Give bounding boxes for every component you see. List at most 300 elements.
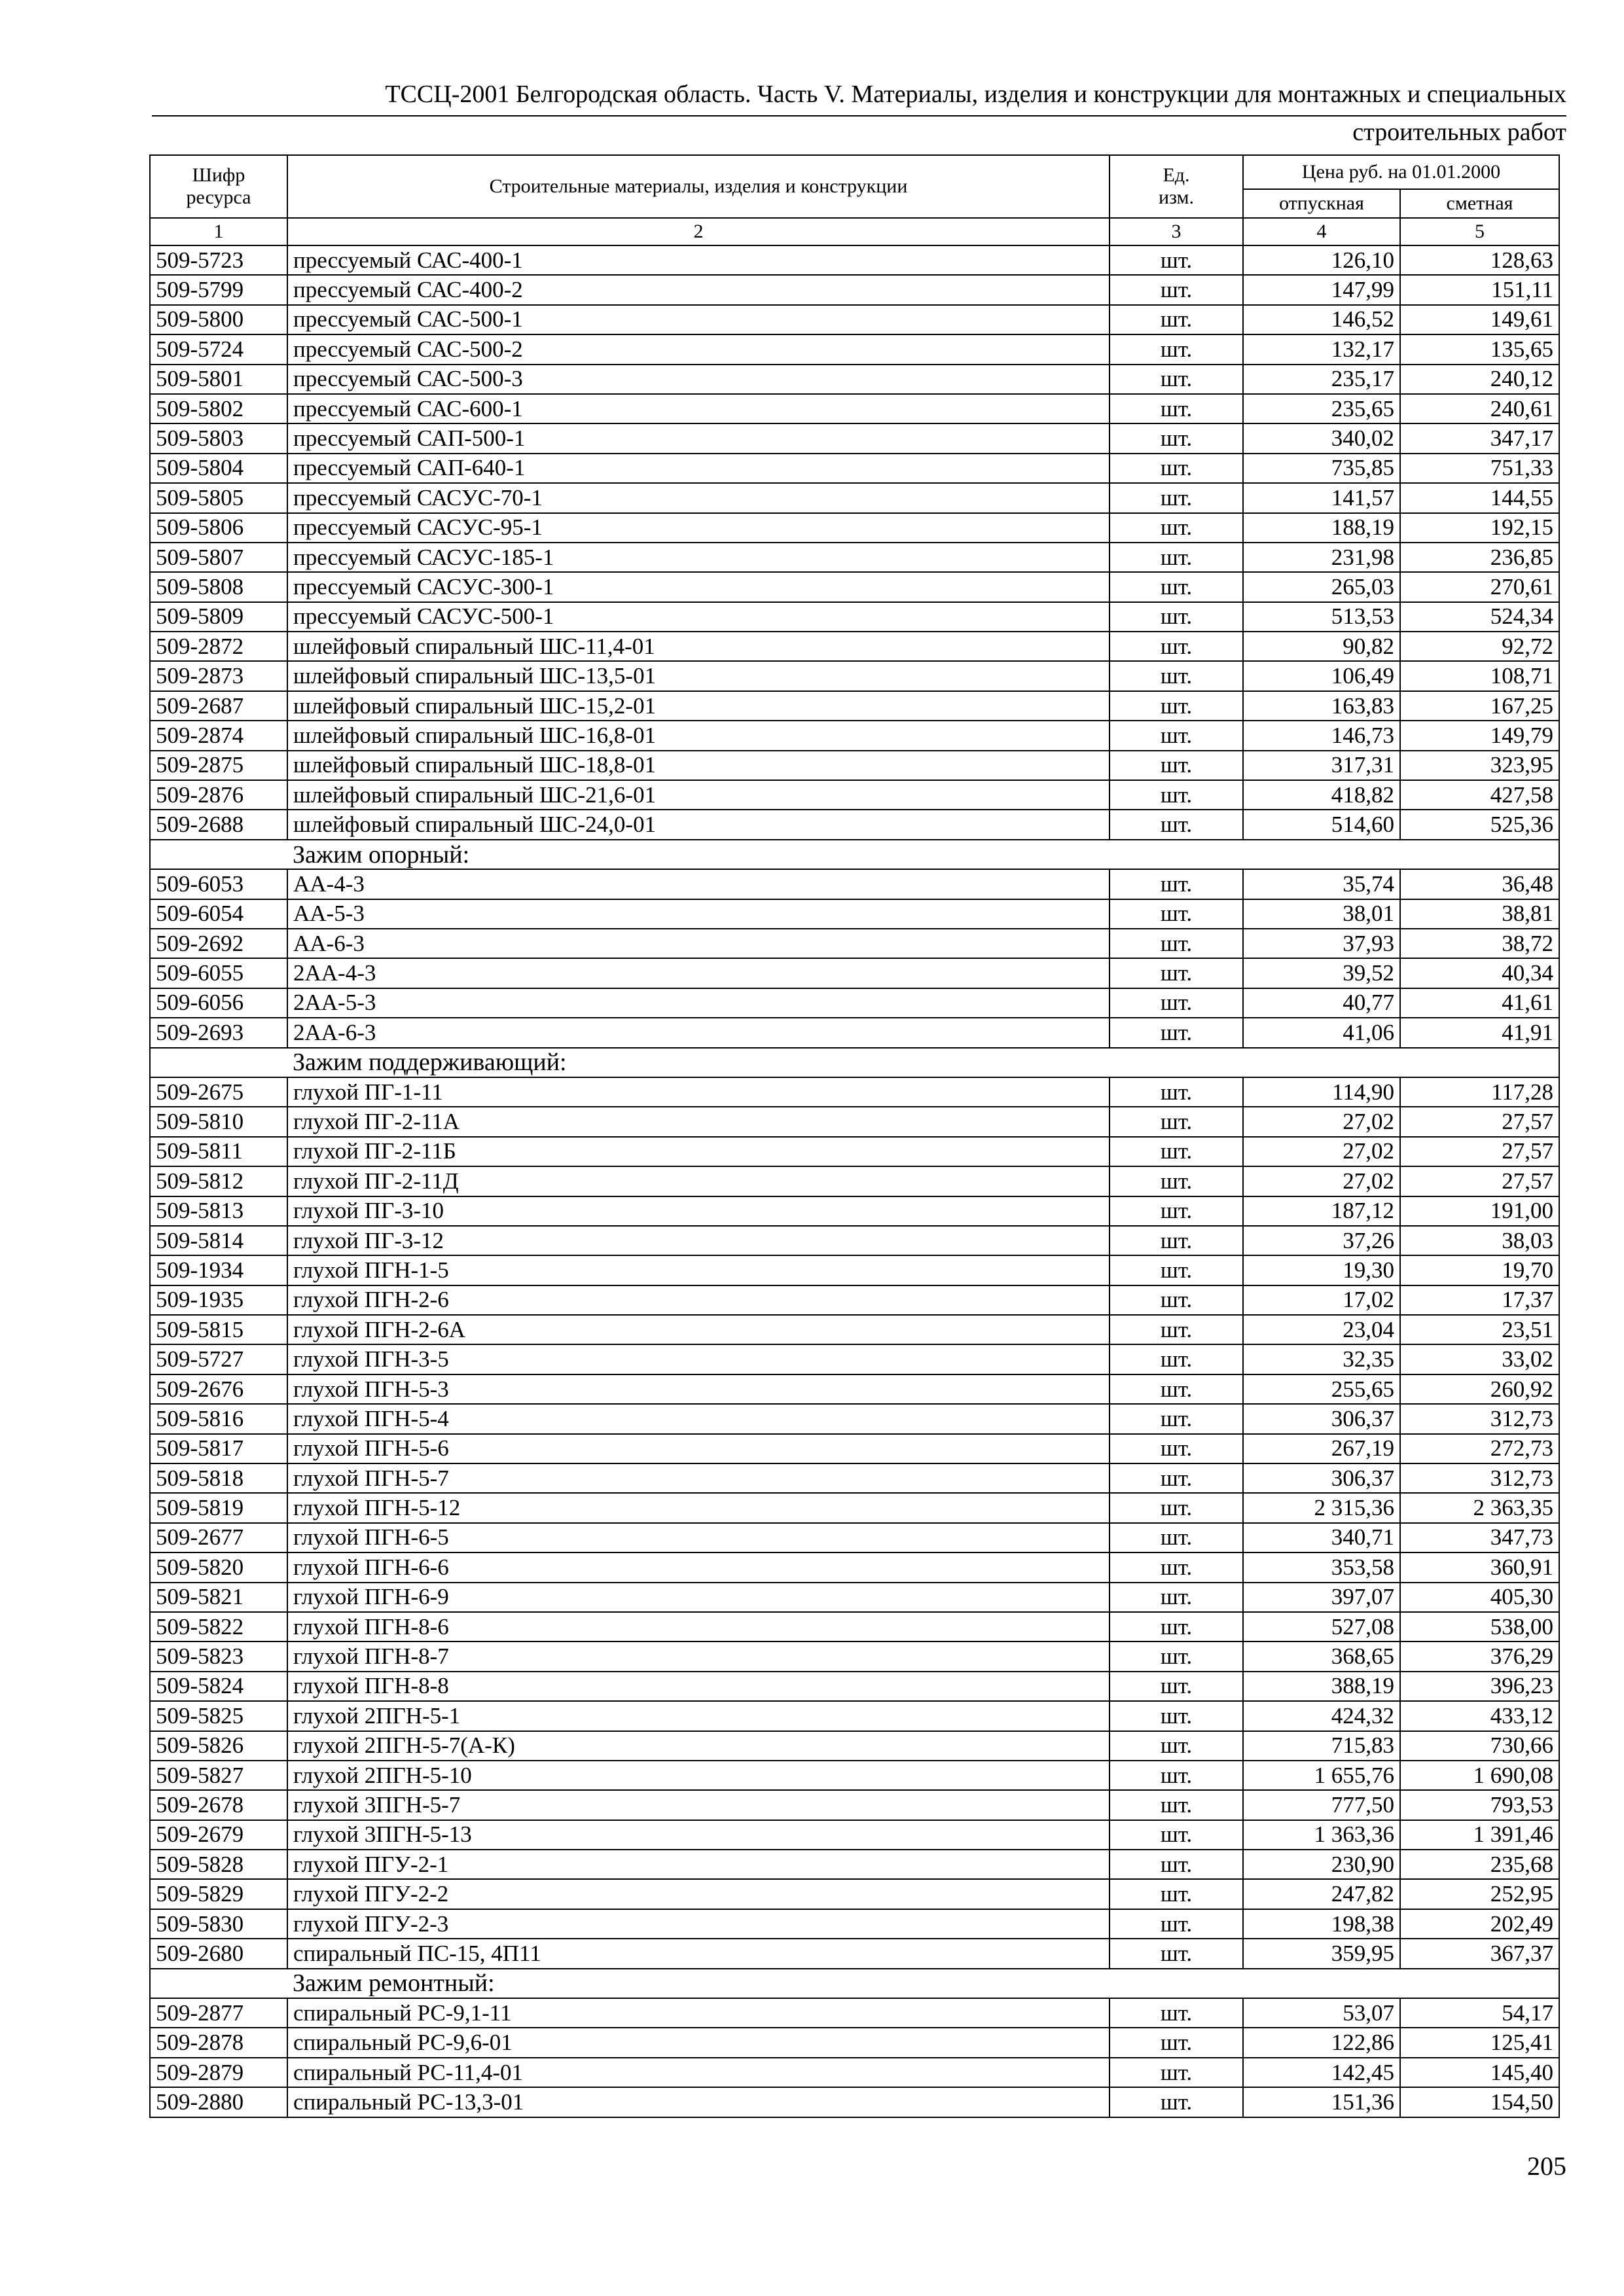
- resource-code-cell: 509-2692: [150, 929, 287, 958]
- estimate-price-cell: 149,79: [1400, 721, 1559, 750]
- unit-cell: шт.: [1110, 1939, 1243, 1968]
- header-name: Строительные материалы, изделия и конструкции: [287, 155, 1110, 218]
- section-code-cell: [150, 1969, 287, 1998]
- estimate-price-cell: 38,81: [1400, 899, 1559, 929]
- estimate-price-cell: 125,41: [1400, 2028, 1559, 2057]
- material-name-cell: глухой ПГН-5-7: [287, 1463, 1110, 1493]
- release-price-cell: 715,83: [1243, 1731, 1400, 1761]
- table-row: [150, 1879, 1559, 1909]
- estimate-price-cell: 252,95: [1400, 1879, 1559, 1909]
- unit-cell: шт.: [1110, 721, 1243, 750]
- unit-cell: шт.: [1110, 780, 1243, 810]
- estimate-price-cell: 360,91: [1400, 1552, 1559, 1582]
- table-row: [150, 1463, 1559, 1493]
- table-row: [150, 721, 1559, 750]
- resource-code-cell: 509-5800: [150, 305, 287, 334]
- table-row: [150, 1523, 1559, 1552]
- material-name-cell: глухой ПГН-6-5: [287, 1523, 1110, 1552]
- unit-cell: шт.: [1110, 2028, 1243, 2057]
- resource-code-cell: 509-5723: [150, 245, 287, 275]
- resource-code-cell: 509-5829: [150, 1879, 287, 1909]
- estimate-price-cell: 1 391,46: [1400, 1820, 1559, 1850]
- table-body: [150, 245, 1559, 2117]
- material-name-cell: шлейфовый спиральный ШС-21,6-01: [287, 780, 1110, 810]
- estimate-price-cell: 427,58: [1400, 780, 1559, 810]
- section-title: Зажим ремонтный:: [287, 1969, 1559, 1998]
- estimate-price-cell: 33,02: [1400, 1344, 1559, 1374]
- material-name-cell: глухой ПГ-2-11А: [287, 1107, 1110, 1136]
- resource-code-cell: 509-5802: [150, 394, 287, 423]
- material-name-cell: прессуемый САС-600-1: [287, 394, 1110, 423]
- resource-code-cell: 509-5813: [150, 1196, 287, 1226]
- release-price-cell: 340,71: [1243, 1523, 1400, 1552]
- unit-cell: шт.: [1110, 454, 1243, 483]
- resource-code-cell: 509-5811: [150, 1137, 287, 1166]
- resource-code-cell: 509-2676: [150, 1374, 287, 1404]
- material-name-cell: глухой ПГН-3-5: [287, 1344, 1110, 1374]
- section-title: Зажим поддерживающий:: [287, 1048, 1559, 1077]
- unit-cell: шт.: [1110, 305, 1243, 334]
- estimate-price-cell: 191,00: [1400, 1196, 1559, 1226]
- material-name-cell: шлейфовый спиральный ШС-13,5-01: [287, 661, 1110, 691]
- unit-cell: шт.: [1110, 1641, 1243, 1671]
- estimate-price-cell: 135,65: [1400, 334, 1559, 364]
- material-name-cell: АА-5-3: [287, 899, 1110, 929]
- unit-cell: шт.: [1110, 899, 1243, 929]
- resource-code-cell: 509-2879: [150, 2058, 287, 2087]
- release-price-cell: 265,03: [1243, 572, 1400, 601]
- table-row: [150, 543, 1559, 572]
- release-price-cell: 122,86: [1243, 2028, 1400, 2057]
- resource-code-cell: 509-5807: [150, 543, 287, 572]
- resource-code-cell: 509-1935: [150, 1285, 287, 1315]
- estimate-price-cell: 793,53: [1400, 1790, 1559, 1820]
- release-price-cell: 39,52: [1243, 958, 1400, 988]
- estimate-price-cell: 167,25: [1400, 691, 1559, 721]
- release-price-cell: 37,26: [1243, 1226, 1400, 1255]
- unit-cell: шт.: [1110, 394, 1243, 423]
- resource-code-cell: 509-6055: [150, 958, 287, 988]
- resource-code-cell: 509-2680: [150, 1939, 287, 1968]
- release-price-cell: 397,07: [1243, 1583, 1400, 1612]
- table-row: [150, 365, 1559, 394]
- release-price-cell: 17,02: [1243, 1285, 1400, 1315]
- material-name-cell: шлейфовый спиральный ШС-11,4-01: [287, 632, 1110, 661]
- release-price-cell: 27,02: [1243, 1166, 1400, 1196]
- unit-cell: шт.: [1110, 1493, 1243, 1522]
- material-name-cell: глухой 2ПГН-5-1: [287, 1701, 1110, 1731]
- release-price-cell: 198,38: [1243, 1909, 1400, 1939]
- release-price-cell: 267,19: [1243, 1434, 1400, 1463]
- release-price-cell: 306,37: [1243, 1404, 1400, 1433]
- release-price-cell: 777,50: [1243, 1790, 1400, 1820]
- table-row: [150, 1790, 1559, 1820]
- unit-cell: шт.: [1110, 1077, 1243, 1107]
- material-name-cell: глухой ПГН-5-12: [287, 1493, 1110, 1522]
- estimate-price-cell: 730,66: [1400, 1731, 1559, 1761]
- table-row: [150, 394, 1559, 423]
- table-row: [150, 988, 1559, 1018]
- table-row: [150, 1731, 1559, 1761]
- resource-code-cell: 509-6056: [150, 988, 287, 1018]
- release-price-cell: 41,06: [1243, 1018, 1400, 1047]
- table-row: [150, 1493, 1559, 1522]
- resource-code-cell: 509-5803: [150, 423, 287, 453]
- estimate-price-cell: 376,29: [1400, 1641, 1559, 1671]
- header-price-group: Цена руб. на 01.01.2000: [1243, 155, 1559, 189]
- estimate-price-cell: 367,37: [1400, 1939, 1559, 1968]
- unit-cell: шт.: [1110, 1107, 1243, 1136]
- release-price-cell: 527,08: [1243, 1612, 1400, 1641]
- unit-cell: шт.: [1110, 602, 1243, 632]
- release-price-cell: 114,90: [1243, 1077, 1400, 1107]
- material-name-cell: спиральный РС-11,4-01: [287, 2058, 1110, 2087]
- table-row: [150, 899, 1559, 929]
- release-price-cell: 235,65: [1243, 394, 1400, 423]
- resource-code-cell: 509-5809: [150, 602, 287, 632]
- estimate-price-cell: 19,70: [1400, 1255, 1559, 1285]
- table-row: [150, 1018, 1559, 1047]
- resource-code-cell: 509-6053: [150, 869, 287, 899]
- estimate-price-cell: 54,17: [1400, 1998, 1559, 2028]
- resource-code-cell: 509-5828: [150, 1850, 287, 1879]
- material-name-cell: глухой ПГУ-2-3: [287, 1909, 1110, 1939]
- table-row: [150, 1820, 1559, 1850]
- release-price-cell: 23,04: [1243, 1315, 1400, 1344]
- material-name-cell: глухой ПГУ-2-1: [287, 1850, 1110, 1879]
- table-row: [150, 1612, 1559, 1641]
- table-row: [150, 1107, 1559, 1136]
- unit-cell: шт.: [1110, 1909, 1243, 1939]
- table-row: [150, 275, 1559, 304]
- resource-code-cell: 509-2876: [150, 780, 287, 810]
- release-price-cell: 35,74: [1243, 869, 1400, 899]
- unit-cell: шт.: [1110, 1404, 1243, 1433]
- unit-cell: шт.: [1110, 1344, 1243, 1374]
- column-number: 5: [1400, 218, 1559, 245]
- resource-code-cell: 509-5801: [150, 365, 287, 394]
- table-row: [150, 2058, 1559, 2087]
- release-price-cell: 735,85: [1243, 454, 1400, 483]
- release-price-cell: 1 363,36: [1243, 1820, 1400, 1850]
- table-row: [150, 1374, 1559, 1404]
- estimate-price-cell: 41,61: [1400, 988, 1559, 1018]
- unit-cell: шт.: [1110, 1523, 1243, 1552]
- material-name-cell: глухой 2ПГН-5-7(А-К): [287, 1731, 1110, 1761]
- release-price-cell: 146,52: [1243, 305, 1400, 334]
- unit-cell: шт.: [1110, 1285, 1243, 1315]
- unit-cell: шт.: [1110, 245, 1243, 275]
- release-price-cell: 230,90: [1243, 1850, 1400, 1879]
- table-row: [150, 1909, 1559, 1939]
- table-row: [150, 1226, 1559, 1255]
- material-name-cell: глухой ПГН-6-9: [287, 1583, 1110, 1612]
- page-number: 205: [1527, 2151, 1566, 2181]
- table-row: [150, 1404, 1559, 1433]
- resource-code-cell: 509-5821: [150, 1583, 287, 1612]
- release-price-cell: 235,17: [1243, 365, 1400, 394]
- table-row: [150, 1137, 1559, 1166]
- estimate-price-cell: 92,72: [1400, 632, 1559, 661]
- material-name-cell: спиральный РС-9,1-11: [287, 1998, 1110, 2028]
- resource-code-cell: 509-5810: [150, 1107, 287, 1136]
- column-number: 4: [1243, 218, 1400, 245]
- unit-cell: шт.: [1110, 1790, 1243, 1820]
- estimate-price-cell: 154,50: [1400, 2087, 1559, 2117]
- material-name-cell: прессуемый САСУС-500-1: [287, 602, 1110, 632]
- unit-cell: шт.: [1110, 1672, 1243, 1701]
- estimate-price-cell: 27,57: [1400, 1107, 1559, 1136]
- release-price-cell: 424,32: [1243, 1701, 1400, 1731]
- material-name-cell: глухой ПГН-2-6: [287, 1285, 1110, 1315]
- release-price-cell: 40,77: [1243, 988, 1400, 1018]
- resource-code-cell: 509-2675: [150, 1077, 287, 1107]
- material-name-cell: АА-6-3: [287, 929, 1110, 958]
- table-row: [150, 1672, 1559, 1701]
- table-row: [150, 780, 1559, 810]
- release-price-cell: 163,83: [1243, 691, 1400, 721]
- table-row: [150, 1552, 1559, 1582]
- unit-cell: шт.: [1110, 1998, 1243, 2028]
- release-price-cell: 37,93: [1243, 929, 1400, 958]
- resource-code-cell: 509-5823: [150, 1641, 287, 1671]
- material-name-cell: спиральный РС-13,3-01: [287, 2087, 1110, 2117]
- table-row: [150, 1285, 1559, 1315]
- estimate-price-cell: 347,17: [1400, 423, 1559, 453]
- material-name-cell: глухой ПГН-1-5: [287, 1255, 1110, 1285]
- resource-code-cell: 509-5830: [150, 1909, 287, 1939]
- estimate-price-cell: 117,28: [1400, 1077, 1559, 1107]
- table-row: [150, 423, 1559, 453]
- table-row: [150, 1583, 1559, 1612]
- unit-cell: шт.: [1110, 1255, 1243, 1285]
- table-row: [150, 1434, 1559, 1463]
- header-unit: Ед. изм.: [1110, 155, 1243, 218]
- estimate-price-cell: 36,48: [1400, 869, 1559, 899]
- material-name-cell: глухой ПГН-6-6: [287, 1552, 1110, 1582]
- estimate-price-cell: 27,57: [1400, 1137, 1559, 1166]
- table-row: [150, 810, 1559, 839]
- unit-cell: шт.: [1110, 1226, 1243, 1255]
- release-price-cell: 340,02: [1243, 423, 1400, 453]
- unit-cell: шт.: [1110, 1463, 1243, 1493]
- resource-code-cell: 509-2874: [150, 721, 287, 750]
- release-price-cell: 126,10: [1243, 245, 1400, 275]
- unit-cell: шт.: [1110, 334, 1243, 364]
- unit-cell: шт.: [1110, 1701, 1243, 1731]
- table-row: [150, 1255, 1559, 1285]
- estimate-price-cell: 27,57: [1400, 1166, 1559, 1196]
- price-table: [149, 154, 1560, 2118]
- table-row: [150, 929, 1559, 958]
- release-price-cell: 187,12: [1243, 1196, 1400, 1226]
- estimate-price-cell: 312,73: [1400, 1463, 1559, 1493]
- material-name-cell: глухой ПГН-5-4: [287, 1404, 1110, 1433]
- material-name-cell: прессуемый САСУС-70-1: [287, 483, 1110, 512]
- release-price-cell: 147,99: [1243, 275, 1400, 304]
- table-row: [150, 2087, 1559, 2117]
- table-row: [150, 572, 1559, 601]
- column-number: 2: [287, 218, 1110, 245]
- material-name-cell: глухой ПГ-1-11: [287, 1077, 1110, 1107]
- resource-code-cell: 509-5816: [150, 1404, 287, 1433]
- release-price-cell: 151,36: [1243, 2087, 1400, 2117]
- estimate-price-cell: 433,12: [1400, 1701, 1559, 1731]
- release-price-cell: 359,95: [1243, 1939, 1400, 1968]
- resource-code-cell: 509-5826: [150, 1731, 287, 1761]
- resource-code-cell: 509-5724: [150, 334, 287, 364]
- estimate-price-cell: 151,11: [1400, 275, 1559, 304]
- estimate-price-cell: 236,85: [1400, 543, 1559, 572]
- material-name-cell: прессуемый САСУС-95-1: [287, 513, 1110, 543]
- document-title-line-1: ТССЦ-2001 Белгородская область. Часть V. Материалы, изделия и конструкции для монтажных и специальных: [385, 81, 1566, 108]
- release-price-cell: 32,35: [1243, 1344, 1400, 1374]
- release-price-cell: 514,60: [1243, 810, 1400, 839]
- table-row: [150, 632, 1559, 661]
- table-header: [150, 155, 1559, 245]
- unit-cell: шт.: [1110, 1879, 1243, 1909]
- resource-code-cell: 509-5804: [150, 454, 287, 483]
- unit-cell: шт.: [1110, 691, 1243, 721]
- table-row: [150, 1344, 1559, 1374]
- estimate-price-cell: 38,72: [1400, 929, 1559, 958]
- release-price-cell: 255,65: [1243, 1374, 1400, 1404]
- release-price-cell: 2 315,36: [1243, 1493, 1400, 1522]
- estimate-price-cell: 538,00: [1400, 1612, 1559, 1641]
- document-title-line-2: строительных работ: [1352, 118, 1566, 146]
- column-number: 1: [150, 218, 287, 245]
- resource-code-cell: 509-5819: [150, 1493, 287, 1522]
- table-row: [150, 305, 1559, 334]
- resource-code-cell: 509-2872: [150, 632, 287, 661]
- estimate-price-cell: 128,63: [1400, 245, 1559, 275]
- material-name-cell: глухой 3ПГН-5-13: [287, 1820, 1110, 1850]
- estimate-price-cell: 202,49: [1400, 1909, 1559, 1939]
- resource-code-cell: 509-2875: [150, 751, 287, 780]
- unit-cell: шт.: [1110, 632, 1243, 661]
- unit-cell: шт.: [1110, 1731, 1243, 1761]
- resource-code-cell: 509-2693: [150, 1018, 287, 1047]
- estimate-price-cell: 108,71: [1400, 661, 1559, 691]
- resource-code-cell: 509-6054: [150, 899, 287, 929]
- estimate-price-cell: 347,73: [1400, 1523, 1559, 1552]
- estimate-price-cell: 270,61: [1400, 572, 1559, 601]
- resource-code-cell: 509-5827: [150, 1761, 287, 1790]
- estimate-price-cell: 524,34: [1400, 602, 1559, 632]
- release-price-cell: 388,19: [1243, 1672, 1400, 1701]
- unit-cell: шт.: [1110, 1196, 1243, 1226]
- resource-code-cell: 509-5822: [150, 1612, 287, 1641]
- material-name-cell: прессуемый САС-500-3: [287, 365, 1110, 394]
- header-code: Шифр ресурса: [150, 155, 287, 218]
- table-row: [150, 334, 1559, 364]
- material-name-cell: глухой ПГ-2-11Б: [287, 1137, 1110, 1166]
- table-row: [150, 2028, 1559, 2057]
- unit-cell: шт.: [1110, 958, 1243, 988]
- material-name-cell: глухой ПГН-5-3: [287, 1374, 1110, 1404]
- material-name-cell: шлейфовый спиральный ШС-15,2-01: [287, 691, 1110, 721]
- estimate-price-cell: 272,73: [1400, 1434, 1559, 1463]
- estimate-price-cell: 240,12: [1400, 365, 1559, 394]
- estimate-price-cell: 260,92: [1400, 1374, 1559, 1404]
- unit-cell: шт.: [1110, 1583, 1243, 1612]
- unit-cell: шт.: [1110, 1166, 1243, 1196]
- estimate-price-cell: 525,36: [1400, 810, 1559, 839]
- release-price-cell: 317,31: [1243, 751, 1400, 780]
- estimate-price-cell: 144,55: [1400, 483, 1559, 512]
- unit-cell: шт.: [1110, 1374, 1243, 1404]
- estimate-price-cell: 192,15: [1400, 513, 1559, 543]
- material-name-cell: шлейфовый спиральный ШС-18,8-01: [287, 751, 1110, 780]
- table-row: [150, 513, 1559, 543]
- material-name-cell: прессуемый САП-640-1: [287, 454, 1110, 483]
- release-price-cell: 368,65: [1243, 1641, 1400, 1671]
- release-price-cell: 53,07: [1243, 1998, 1400, 2028]
- unit-cell: шт.: [1110, 869, 1243, 899]
- release-price-cell: 247,82: [1243, 1879, 1400, 1909]
- estimate-price-cell: 323,95: [1400, 751, 1559, 780]
- material-name-cell: 2АА-4-3: [287, 958, 1110, 988]
- release-price-cell: 306,37: [1243, 1463, 1400, 1493]
- estimate-price-cell: 40,34: [1400, 958, 1559, 988]
- material-name-cell: глухой ПГ-3-10: [287, 1196, 1110, 1226]
- unit-cell: шт.: [1110, 1820, 1243, 1850]
- table-row: [150, 454, 1559, 483]
- release-price-cell: 106,49: [1243, 661, 1400, 691]
- resource-code-cell: 509-5817: [150, 1434, 287, 1463]
- resource-code-cell: 509-5806: [150, 513, 287, 543]
- resource-code-cell: 509-2679: [150, 1820, 287, 1850]
- release-price-cell: 418,82: [1243, 780, 1400, 810]
- material-name-cell: глухой ПГ-3-12: [287, 1226, 1110, 1255]
- release-price-cell: 146,73: [1243, 721, 1400, 750]
- resource-code-cell: 509-5820: [150, 1552, 287, 1582]
- estimate-price-cell: 145,40: [1400, 2058, 1559, 2087]
- resource-code-cell: 509-2688: [150, 810, 287, 839]
- table-row: [150, 1850, 1559, 1879]
- estimate-price-cell: 396,23: [1400, 1672, 1559, 1701]
- release-price-cell: 353,58: [1243, 1552, 1400, 1582]
- material-name-cell: прессуемый САС-500-1: [287, 305, 1110, 334]
- material-name-cell: прессуемый САС-400-1: [287, 245, 1110, 275]
- release-price-cell: 27,02: [1243, 1137, 1400, 1166]
- resource-code-cell: 509-2880: [150, 2087, 287, 2117]
- material-name-cell: глухой ПГН-5-6: [287, 1434, 1110, 1463]
- release-price-cell: 513,53: [1243, 602, 1400, 632]
- resource-code-cell: 509-5799: [150, 275, 287, 304]
- estimate-price-cell: 235,68: [1400, 1850, 1559, 1879]
- table-row: [150, 1701, 1559, 1731]
- unit-cell: шт.: [1110, 751, 1243, 780]
- unit-cell: шт.: [1110, 543, 1243, 572]
- resource-code-cell: 509-5824: [150, 1672, 287, 1701]
- header-price-release: отпускная: [1243, 189, 1400, 218]
- material-name-cell: спиральный РС-9,6-01: [287, 2028, 1110, 2057]
- material-name-cell: глухой ПГН-2-6А: [287, 1315, 1110, 1344]
- unit-cell: шт.: [1110, 988, 1243, 1018]
- material-name-cell: 2АА-6-3: [287, 1018, 1110, 1047]
- material-name-cell: прессуемый САСУС-300-1: [287, 572, 1110, 601]
- unit-cell: шт.: [1110, 2087, 1243, 2117]
- table-row: [150, 1166, 1559, 1196]
- section-code-cell: [150, 840, 287, 869]
- resource-code-cell: 509-5825: [150, 1701, 287, 1731]
- material-name-cell: 2АА-5-3: [287, 988, 1110, 1018]
- release-price-cell: 231,98: [1243, 543, 1400, 572]
- estimate-price-cell: 405,30: [1400, 1583, 1559, 1612]
- material-name-cell: АА-4-3: [287, 869, 1110, 899]
- table-row: [150, 1077, 1559, 1107]
